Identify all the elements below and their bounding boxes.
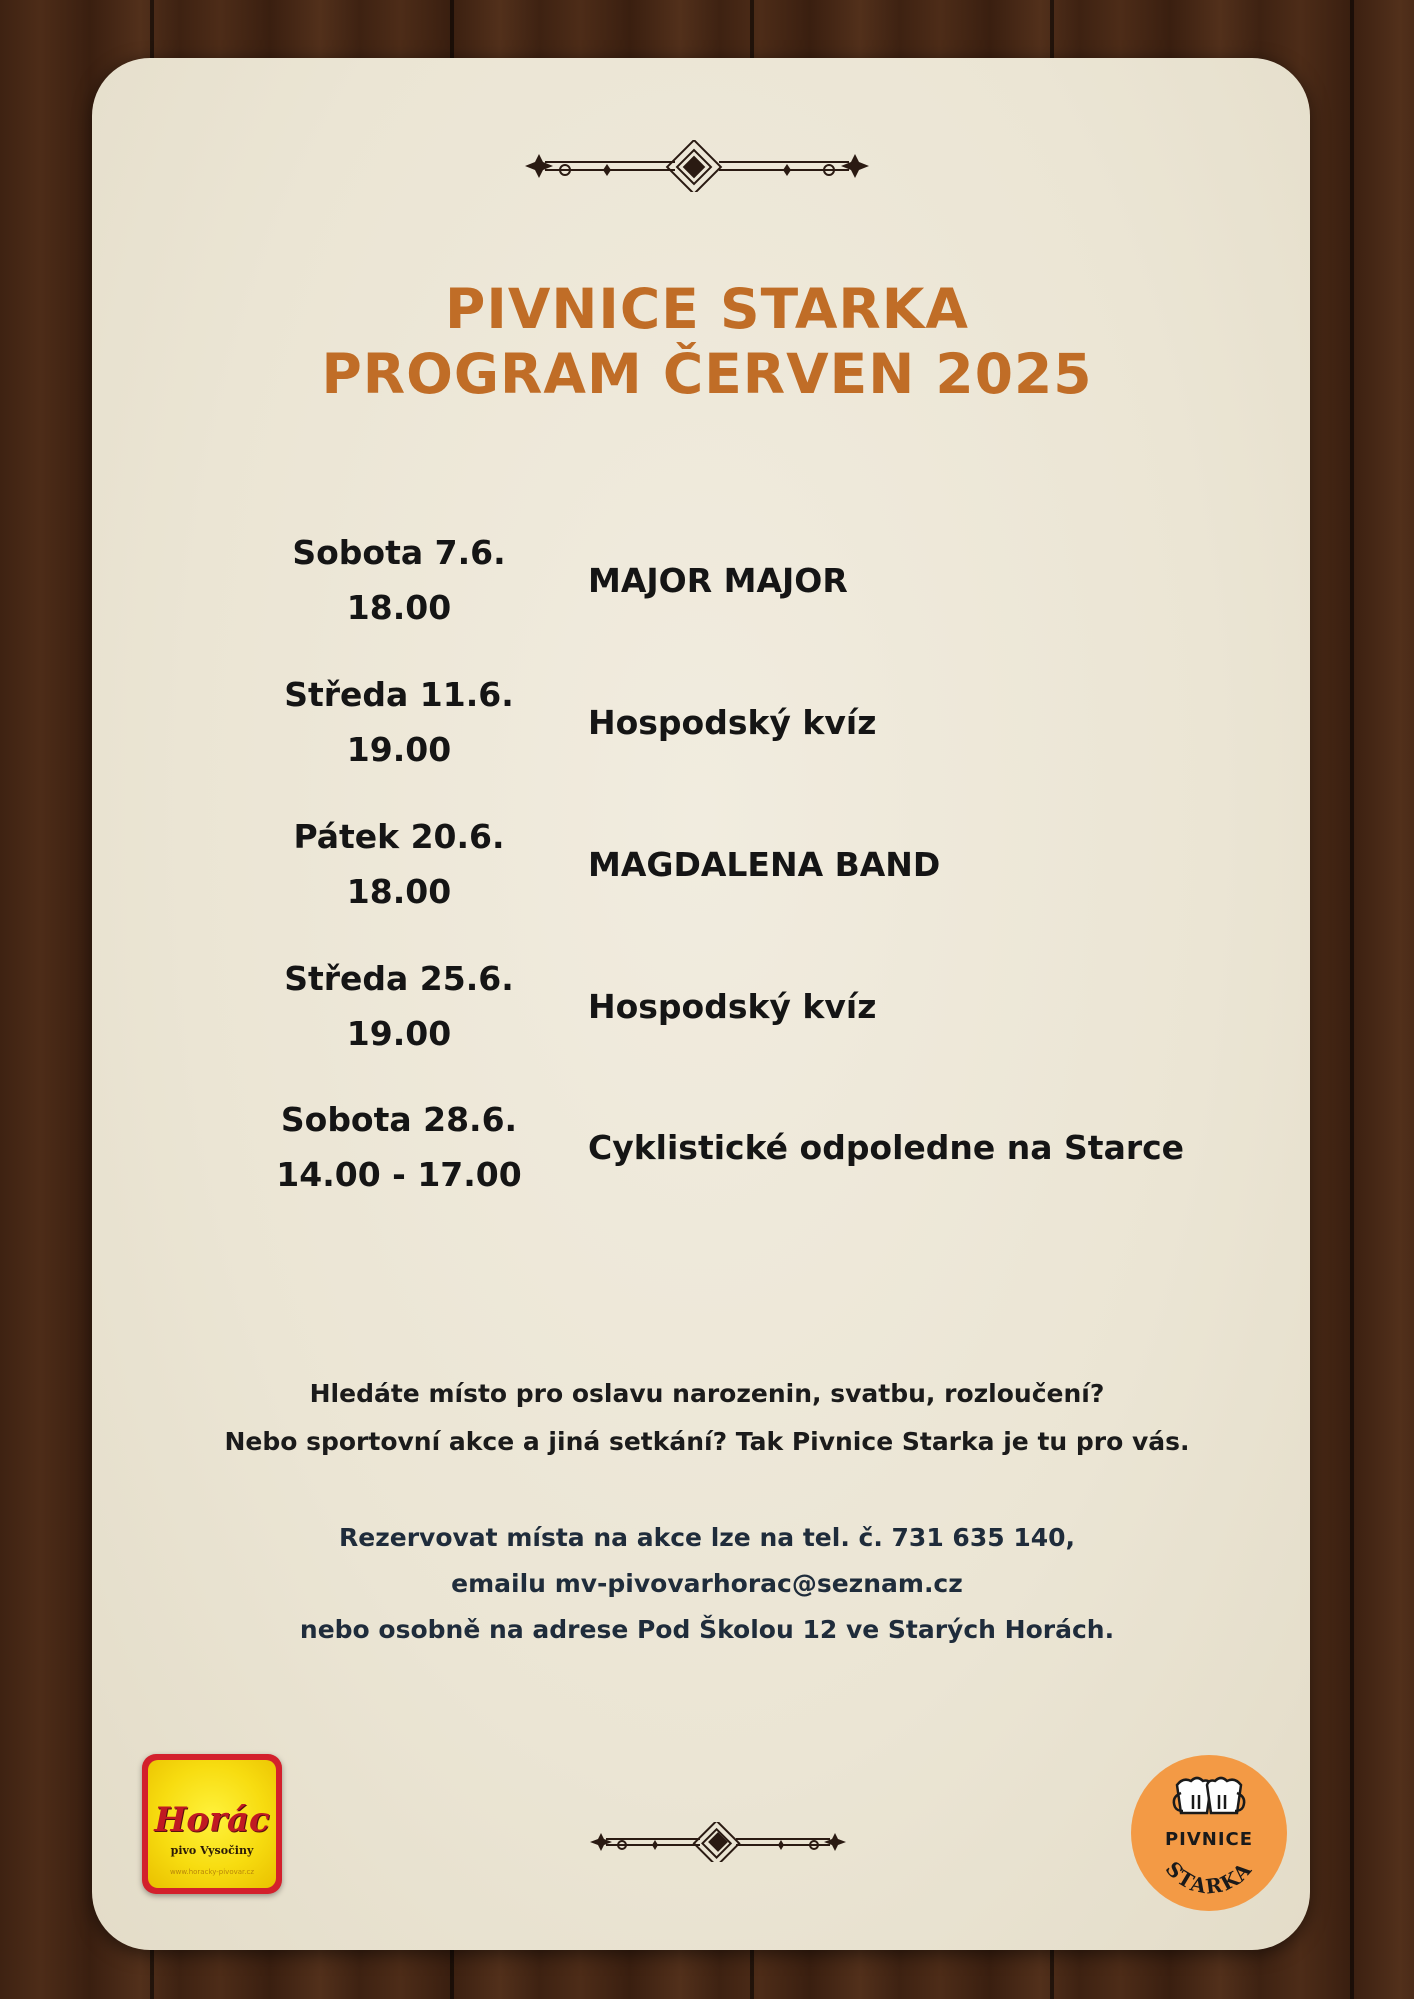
event-item [0,1100,1414,1223]
beer-mugs-icon [1131,1755,1287,1911]
page-title: PIVNICE STARKA [445,277,969,341]
event-date: Pátek 20.6. [293,817,505,856]
event-time: 19.00 [346,1014,452,1053]
event-time: 18.00 [346,588,452,627]
horac-logo-url: www.horacky-pivovar.cz [169,1868,255,1876]
event-date: Sobota 7.6. [292,533,506,572]
event-name: Cyklistické odpoledne na Starce [588,1128,1185,1167]
reservation-text: Rezervovat místa na akce lze na tel. č. 731 635 140, [338,1523,1075,1552]
event-name: MAGDALENA BAND [588,845,941,884]
event-time: 18.00 [346,872,452,911]
page-subtitle: PROGRAM ČERVEN 2025 [321,342,1093,406]
event-item [0,817,1414,940]
event-time: 14.00 - 17.00 [276,1155,522,1194]
reservation-address: nebo osobně na adrese Pod Školou 12 ve Starých Horách. [299,1615,1115,1644]
event-date: Středa 11.6. [284,675,514,714]
reservation-email: emailu mv-pivovarhorac@seznam.cz [451,1569,963,1598]
horac-logo [142,1754,282,1894]
starka-logo [1131,1755,1287,1911]
diamond-flourish-icon [525,140,869,192]
svg-text:STARKA [1161,1857,1257,1899]
promo-text: Hledáte místo pro oslavu narozenin, svatbu, rozloučení? [309,1379,1105,1408]
event-item [0,533,1414,656]
event-name: Hospodský kvíz [588,987,877,1026]
event-date: Středa 25.6. [284,959,514,998]
event-name: Hospodský kvíz [588,703,877,742]
event-date: Sobota 28.6. [280,1100,518,1139]
starka-logo-top: PIVNICE [1164,1829,1254,1850]
diamond-flourish-icon [590,1822,846,1862]
event-item [0,959,1414,1082]
horac-logo-sub: pivo Vysočiny [170,1844,254,1857]
event-item [0,675,1414,798]
event-time: 19.00 [346,730,452,769]
promo-text: Nebo sportovní akce a jiná setkání? Tak Pivnice Starka je tu pro vás. [224,1427,1190,1456]
event-name: MAJOR MAJOR [588,561,848,600]
horac-logo-brand: Horác [154,1800,270,1840]
starka-logo-bottom: STARKA [1160,1856,1258,1899]
